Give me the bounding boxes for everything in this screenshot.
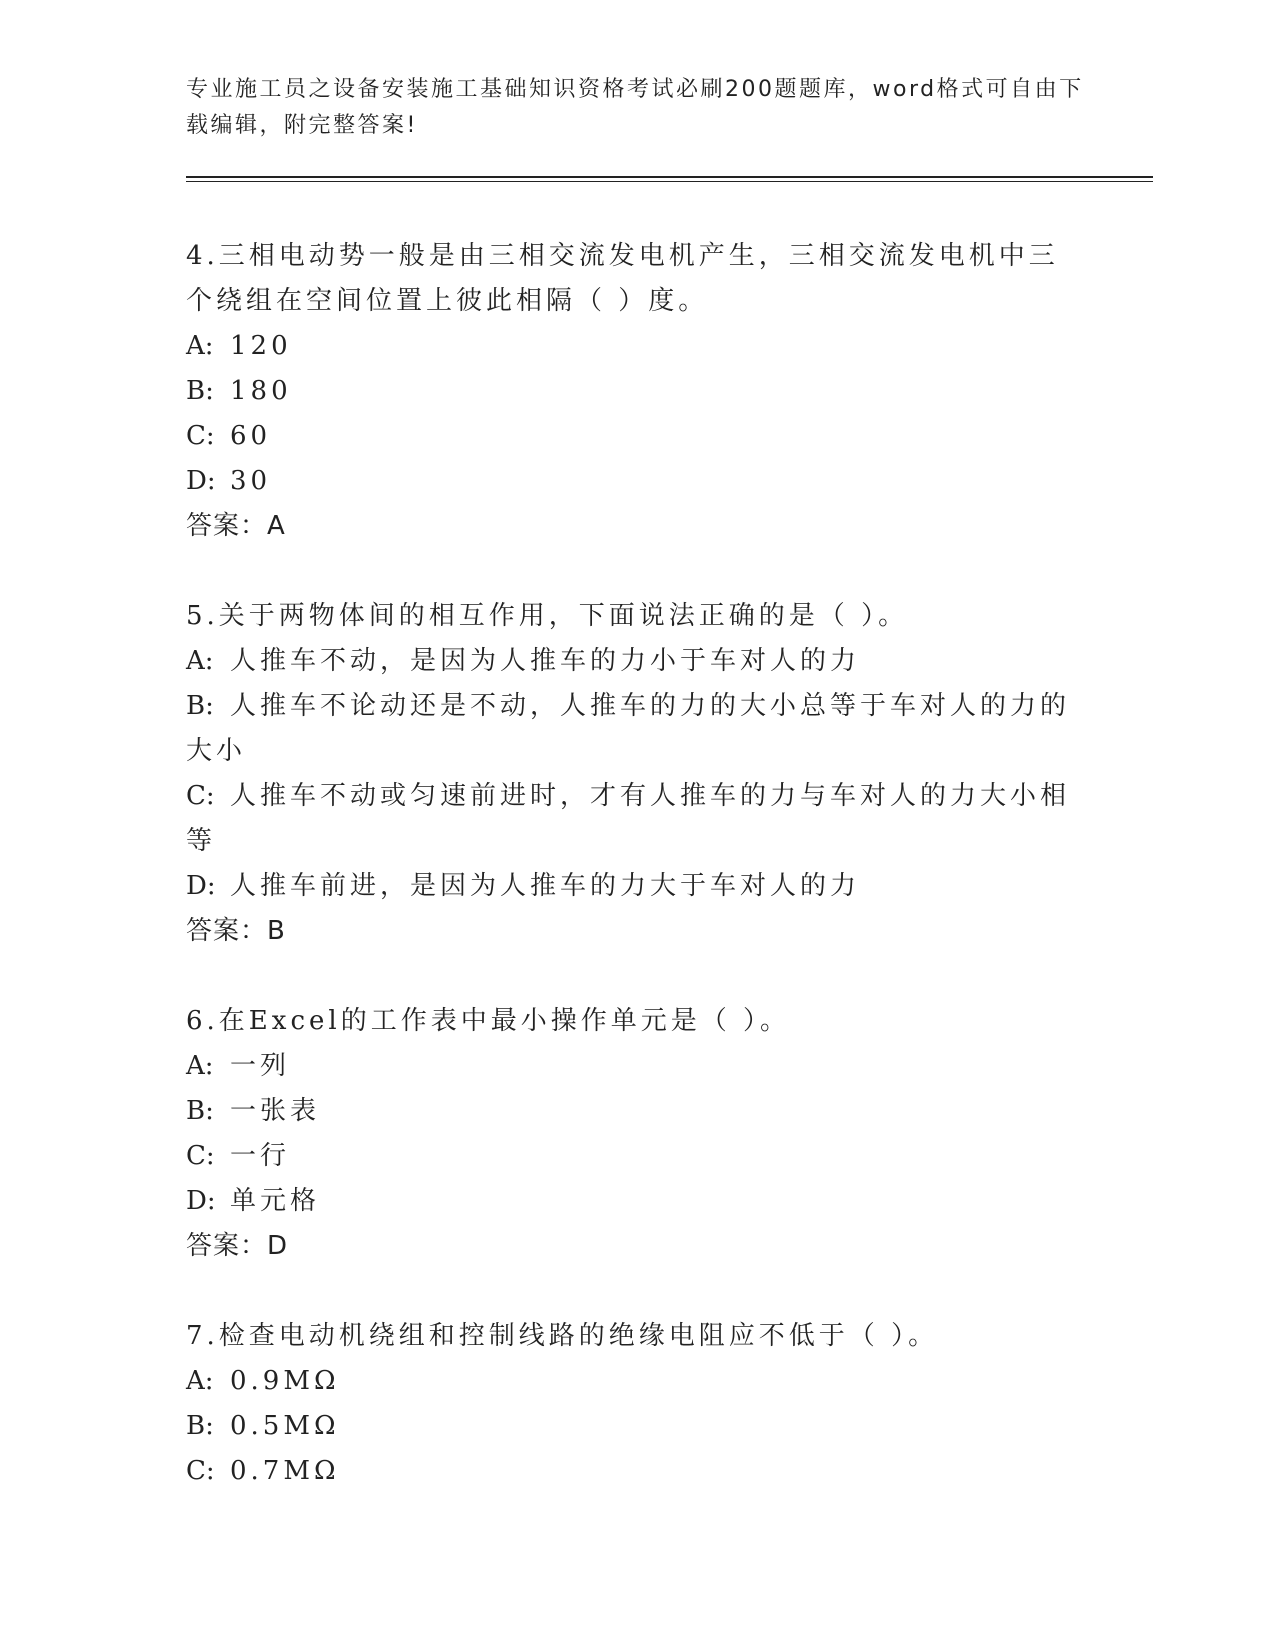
question-text: 6.在Excel的工作表中最小操作单元是（ ）。 [186, 1006, 790, 1036]
option-d [186, 1179, 1086, 1224]
option-c [186, 774, 1086, 864]
header-divider-thin [186, 181, 1153, 182]
question-item [186, 594, 1086, 954]
option-b [186, 1404, 1086, 1449]
option-text: 人推车前进，是因为人推车的力大于车对人的力 [230, 871, 861, 901]
option-text: 0.7MΩ [230, 1456, 340, 1486]
question-item [186, 999, 1086, 1269]
answer-line: 答案：A [186, 511, 286, 541]
option-key: B: [186, 376, 214, 406]
option-a [186, 1044, 1086, 1089]
option-key: D: [186, 871, 216, 901]
option-key: B: [186, 691, 214, 721]
option-text: 一张表 [230, 1096, 321, 1126]
answer-line: 答案：B [186, 916, 286, 946]
option-key: A: [186, 1051, 214, 1081]
option-b [186, 369, 1086, 414]
answer-line: 答案：D [186, 1231, 289, 1261]
option-text: 180 [230, 376, 292, 406]
option-key: A: [186, 646, 214, 676]
option-key: D: [186, 466, 216, 496]
question-item [186, 234, 1086, 549]
option-key: C: [186, 421, 215, 451]
question-item [186, 1314, 1086, 1494]
option-key: A: [186, 1366, 214, 1396]
header-divider-thick [186, 176, 1153, 178]
option-key: B: [186, 1411, 214, 1441]
option-key: C: [186, 1141, 215, 1171]
option-c [186, 1134, 1086, 1179]
option-key: A: [186, 331, 214, 361]
question-text: 4.三相电动势一般是由三相交流发电机产生，三相交流发电机中三个绕组在空间位置上彼此相隔（ ）度。 [186, 241, 1059, 316]
option-text: 一列 [230, 1051, 291, 1081]
option-text: 单元格 [230, 1186, 321, 1216]
option-d [186, 459, 1086, 504]
option-text: 0.9MΩ [230, 1366, 340, 1396]
option-text: 120 [230, 331, 292, 361]
option-text: 60 [230, 421, 272, 451]
document-header-title: 专业施工员之设备安装施工基础知识资格考试必刷200题题库，word格式可自由下载编辑，附完整答案! [186, 77, 1084, 138]
option-a [186, 639, 1086, 684]
option-a [186, 324, 1086, 369]
question-list [186, 234, 1086, 1539]
option-key: B: [186, 1096, 214, 1126]
option-text: 人推车不动，是因为人推车的力小于车对人的力 [230, 646, 861, 676]
option-text: 人推车不动或匀速前进时，才有人推车的力与车对人的力大小相等 [186, 781, 1071, 856]
option-text: 0.5MΩ [230, 1411, 340, 1441]
option-key: C: [186, 1456, 215, 1486]
option-text: 人推车不论动还是不动，人推车的力的大小总等于车对人的力的大小 [186, 691, 1071, 766]
option-b [186, 684, 1086, 774]
option-c [186, 414, 1086, 459]
question-text: 7.检查电动机绕组和控制线路的绝缘电阻应不低于（ ）。 [186, 1321, 939, 1351]
question-text: 5.关于两物体间的相互作用，下面说法正确的是（ ）。 [186, 601, 909, 631]
option-text: 一行 [230, 1141, 291, 1171]
option-b [186, 1089, 1086, 1134]
option-key: D: [186, 1186, 216, 1216]
option-c [186, 1449, 1086, 1494]
option-d [186, 864, 1086, 909]
option-text: 30 [230, 466, 272, 496]
option-a [186, 1359, 1086, 1404]
option-key: C: [186, 781, 215, 811]
